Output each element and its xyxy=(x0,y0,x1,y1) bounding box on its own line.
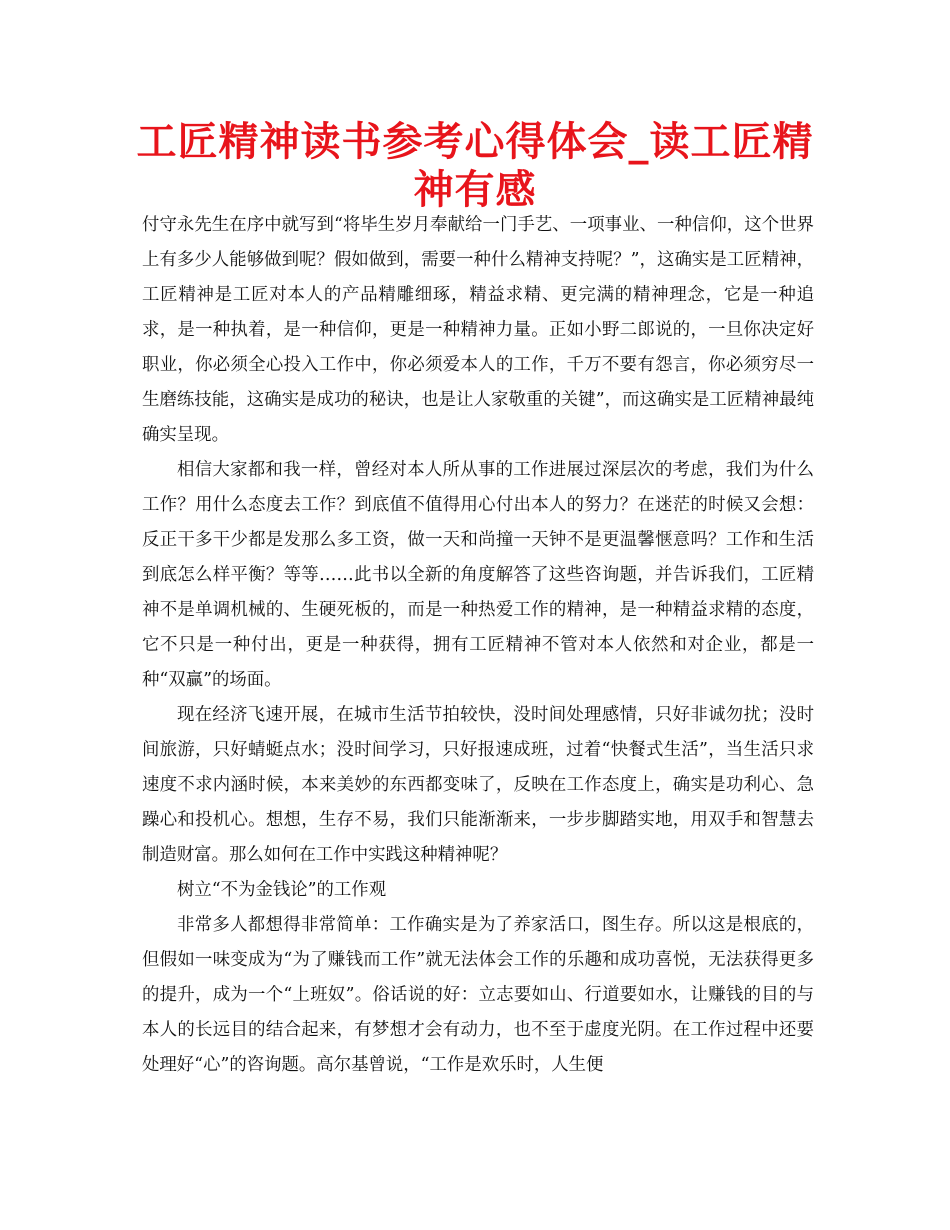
document-body xyxy=(142,208,814,1083)
paragraph-1: 付守永先生在序中就写到“将毕生岁月奉献给一门手艺、一项事业、一种信仰，这个世界上有多少人能够做到呢？假如做到，需要一种什么精神支持呢？”，这确实是工匠精神，工匠精神是工匠对本人的产品精雕细琢，精益求精、更完满的精神理念，它是一种追求，是一种执着，是一种信仰，更是一种精神力量。正如小野二郎说的，一旦你决定好职业，你必须全心投入工作中，你必须爱本人的工作，千万不要有怨言，你必须穷尽一生磨练技能，这确实是成功的秘诀，也是让人家敬重的关键”，而这确实是工匠精神最纯确实呈现。 xyxy=(142,215,814,445)
paragraph-4: 非常多人都想得非常简单：工作确实是为了养家活口，图生存。所以这是根底的，但假如一味变成为“为了赚钱而工作”就无法体会工作的乐趣和成功喜悦，无法获得更多的提升，成为一个“上班奴”。俗话说的好：立志要如山、行道要如水，让赚钱的目的与本人的长远目的结合起来，有梦想才会有动力，也不至于虚度光阴。在工作过程中还要处理好“心”的咨询题。高尔基曾说，“工作是欢乐时，人生便 xyxy=(142,915,814,1075)
document-title: 工匠精神读书参考心得体会_读工匠精神有感 xyxy=(136,119,814,213)
paragraph-3: 现在经济飞速开展，在城市生活节拍较快，没时间处理感情，只好非诚勿扰；没时间旅游，只好蜻蜓点水；没时间学习，只好报速成班，过着“快餐式生活”，当生活只求速度不求内涵时候，本来美妙的东西都变味了，反映在工作态度上，确实是功利心、急躁心和投机心。想想，生存不易，我们只能渐渐来，一步步脚踏实地，用双手和智慧去制造财富。那么如何在工作中实践这种精神呢？ xyxy=(142,705,814,865)
section-heading: 树立“不为金钱论”的工作观 xyxy=(177,880,387,900)
paragraph-2: 相信大家都和我一样，曾经对本人所从事的工作进展过深层次的考虑，我们为什么工作？用什么态度去工作？到底值不值得用心付出本人的努力？在迷茫的时候又会想：反正干多干少都是发那么多工资，做一天和尚撞一天钟不是更温馨惬意吗？工作和生活到底怎么样平衡？等等……此书以全新的角度解答了这些咨询题，并告诉我们，工匠精神不是单调机械的、生硬死板的，而是一种热爱工作的精神，是一种精益求精的态度，它不只是一种付出，更是一种获得，拥有工匠精神不管对本人依然和对企业，都是一种“双赢”的场面。 xyxy=(142,460,814,690)
